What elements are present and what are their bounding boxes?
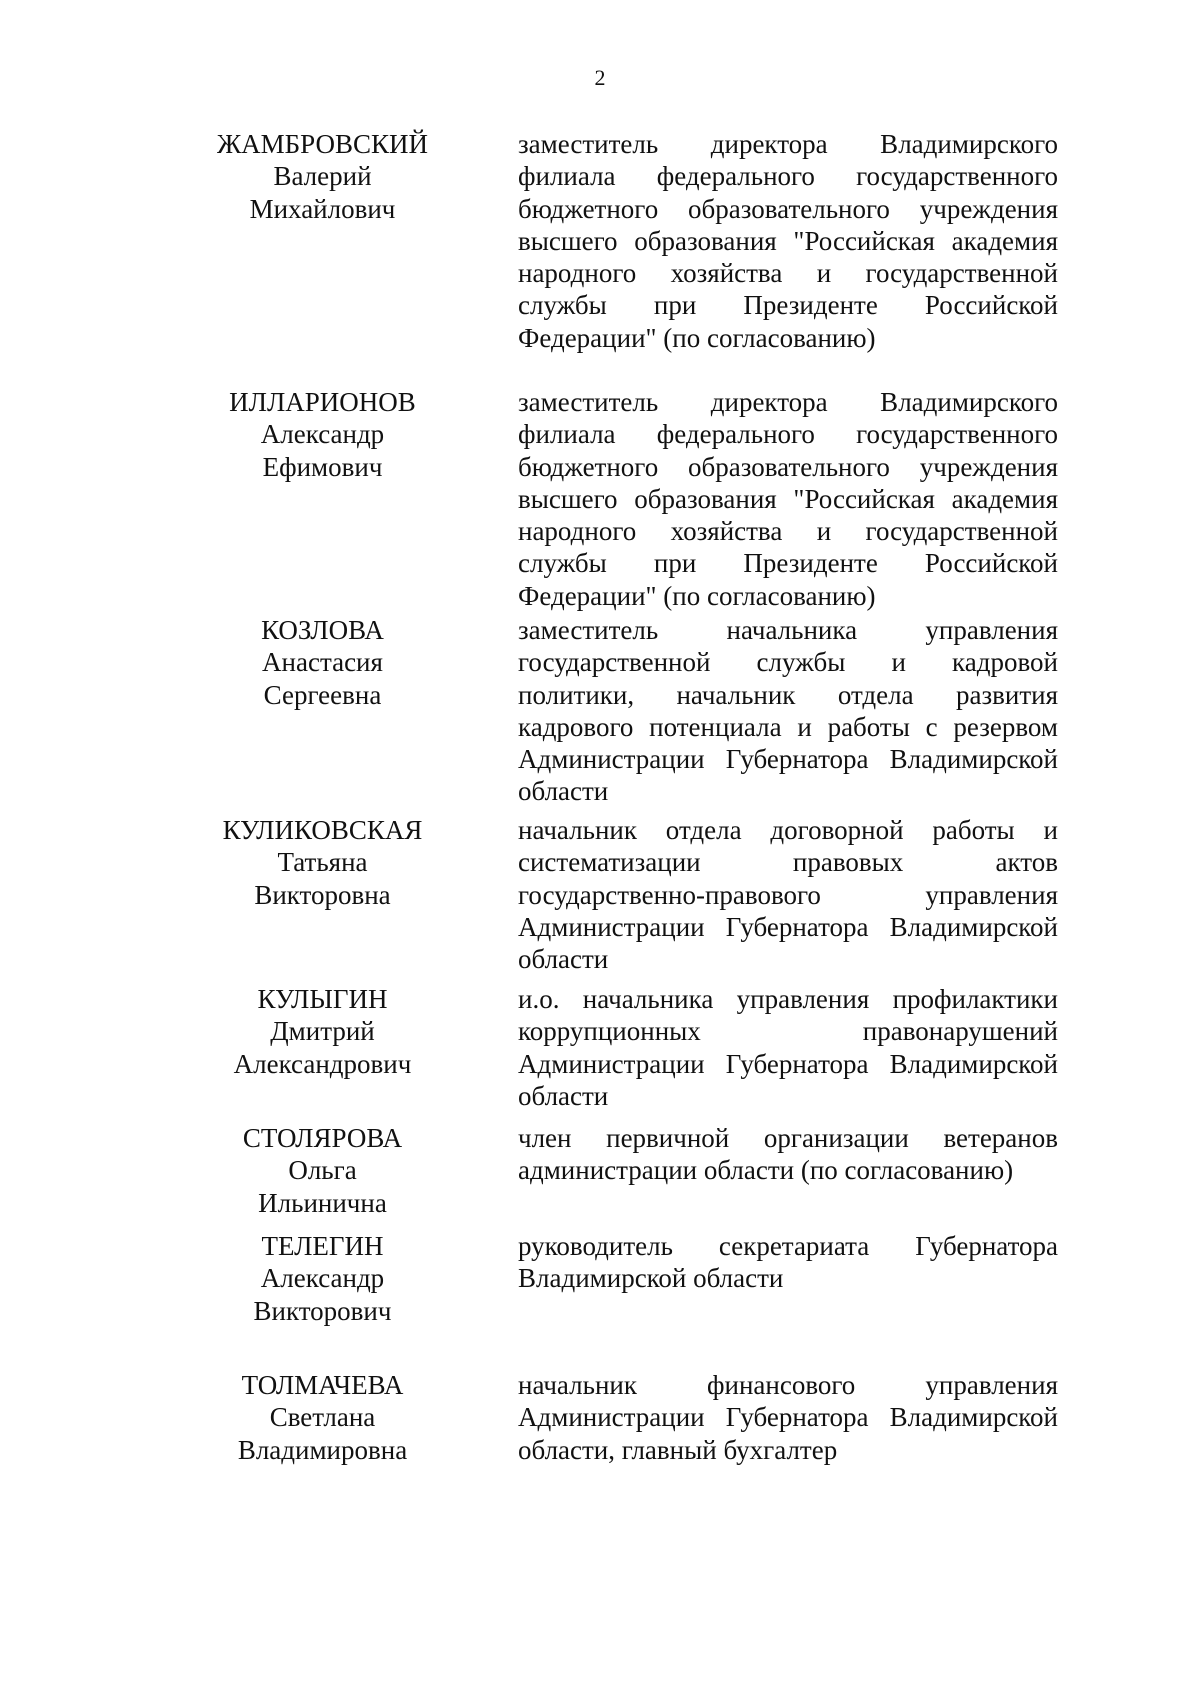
position-line: начальник финансового управления <box>518 1370 1058 1400</box>
position-line: области <box>518 1080 609 1111</box>
position-line: филиала федерального государственного <box>518 161 1058 192</box>
member-name <box>200 614 445 711</box>
position-line: Федерации" (по согласованию) <box>518 322 876 353</box>
position-line: и.о. начальника управления профилактики <box>518 984 1058 1014</box>
member-name <box>200 1369 445 1466</box>
position-line: кадрового потенциала и работы с резервом <box>518 711 1058 742</box>
member-surname: ИЛЛАРИОНОВ <box>229 387 416 417</box>
member-patronymic: Викторовна <box>254 879 391 910</box>
member-first-name: Анастасия <box>262 647 383 678</box>
member-name <box>200 128 445 225</box>
position-line: Администрации Губернатора Владимирской <box>518 744 1058 775</box>
member-first-name: Валерий <box>273 161 372 192</box>
position-line: народного хозяйства и государственной <box>518 258 1058 289</box>
member-patronymic: Викторович <box>253 1295 392 1326</box>
member-surname: КУЛЫГИН <box>257 984 388 1014</box>
member-patronymic: Ильинична <box>258 1187 387 1218</box>
position-line: систематизации правовых актов <box>518 847 1058 878</box>
member-surname: КОЗЛОВА <box>261 615 384 645</box>
member-position <box>518 386 1058 612</box>
position-line: Федерации" (по согласованию) <box>518 580 876 611</box>
member-first-name: Ольга <box>288 1155 357 1186</box>
position-line: высшего образования "Российская академия <box>518 225 1058 256</box>
member-first-name: Александр <box>260 1263 385 1294</box>
member-patronymic: Михайлович <box>249 193 396 224</box>
member-position <box>518 1369 1058 1466</box>
position-line: службы при Президенте Российской <box>518 548 1058 579</box>
member-position <box>518 983 1058 1112</box>
position-line: филиала федерального государственного <box>518 419 1058 450</box>
member-patronymic: Владимировна <box>237 1434 408 1465</box>
member-first-name: Дмитрий <box>270 1016 375 1047</box>
position-line: бюджетного образовательного учреждения <box>518 451 1058 482</box>
member-first-name: Светлана <box>269 1402 376 1433</box>
position-line: высшего образования "Российская академия <box>518 483 1058 514</box>
member-surname: ТОЛМАЧЕВА <box>241 1370 404 1400</box>
member-name <box>200 1230 445 1327</box>
position-line: государственно-правового управления <box>518 879 1058 910</box>
member-position <box>518 814 1058 975</box>
position-line: политики, начальник отдела развития <box>518 679 1058 710</box>
page-number: 2 <box>594 65 606 90</box>
member-name <box>200 386 445 483</box>
position-line: Владимирской области <box>518 1263 784 1294</box>
member-first-name: Александр <box>260 419 385 450</box>
position-line: бюджетного образовательного учреждения <box>518 193 1058 224</box>
member-surname: КУЛИКОВСКАЯ <box>222 815 423 845</box>
position-line: службы при Президенте Российской <box>518 290 1058 321</box>
position-line: заместитель директора Владимирского <box>518 387 1058 417</box>
member-patronymic: Сергеевна <box>263 679 382 710</box>
member-surname: ТЕЛЕГИН <box>261 1231 384 1261</box>
member-surname: СТОЛЯРОВА <box>242 1123 403 1153</box>
position-line: начальник отдела договорной работы и <box>518 815 1058 845</box>
position-line: Администрации Губернатора Владимирской <box>518 1402 1058 1433</box>
member-name <box>200 983 445 1080</box>
member-position <box>518 128 1058 354</box>
member-name <box>200 814 445 911</box>
position-line: руководитель секретариата Губернатора <box>518 1231 1058 1261</box>
position-line: администрации области (по согласованию) <box>518 1155 1014 1186</box>
member-name <box>200 1122 445 1219</box>
position-line: государственной службы и кадровой <box>518 647 1058 678</box>
position-line: области <box>518 944 609 975</box>
member-first-name: Татьяна <box>277 847 368 878</box>
member-position <box>518 614 1058 808</box>
member-position <box>518 1230 1058 1295</box>
member-patronymic: Александрович <box>233 1048 412 1079</box>
position-line: народного хозяйства и государственной <box>518 516 1058 547</box>
position-line: Администрации Губернатора Владимирской <box>518 911 1058 942</box>
position-line: заместитель начальника управления <box>518 615 1058 645</box>
position-line: член первичной организации ветеранов <box>518 1123 1058 1153</box>
position-line: области <box>518 776 609 807</box>
position-line: области, главный бухгалтер <box>518 1434 838 1465</box>
position-line: заместитель директора Владимирского <box>518 129 1058 159</box>
member-surname: ЖАМБРОВСКИЙ <box>216 129 429 159</box>
position-line: Администрации Губернатора Владимирской <box>518 1048 1058 1079</box>
member-patronymic: Ефимович <box>262 451 383 482</box>
member-position <box>518 1122 1058 1187</box>
position-line: коррупционных правонарушений <box>518 1016 1058 1047</box>
